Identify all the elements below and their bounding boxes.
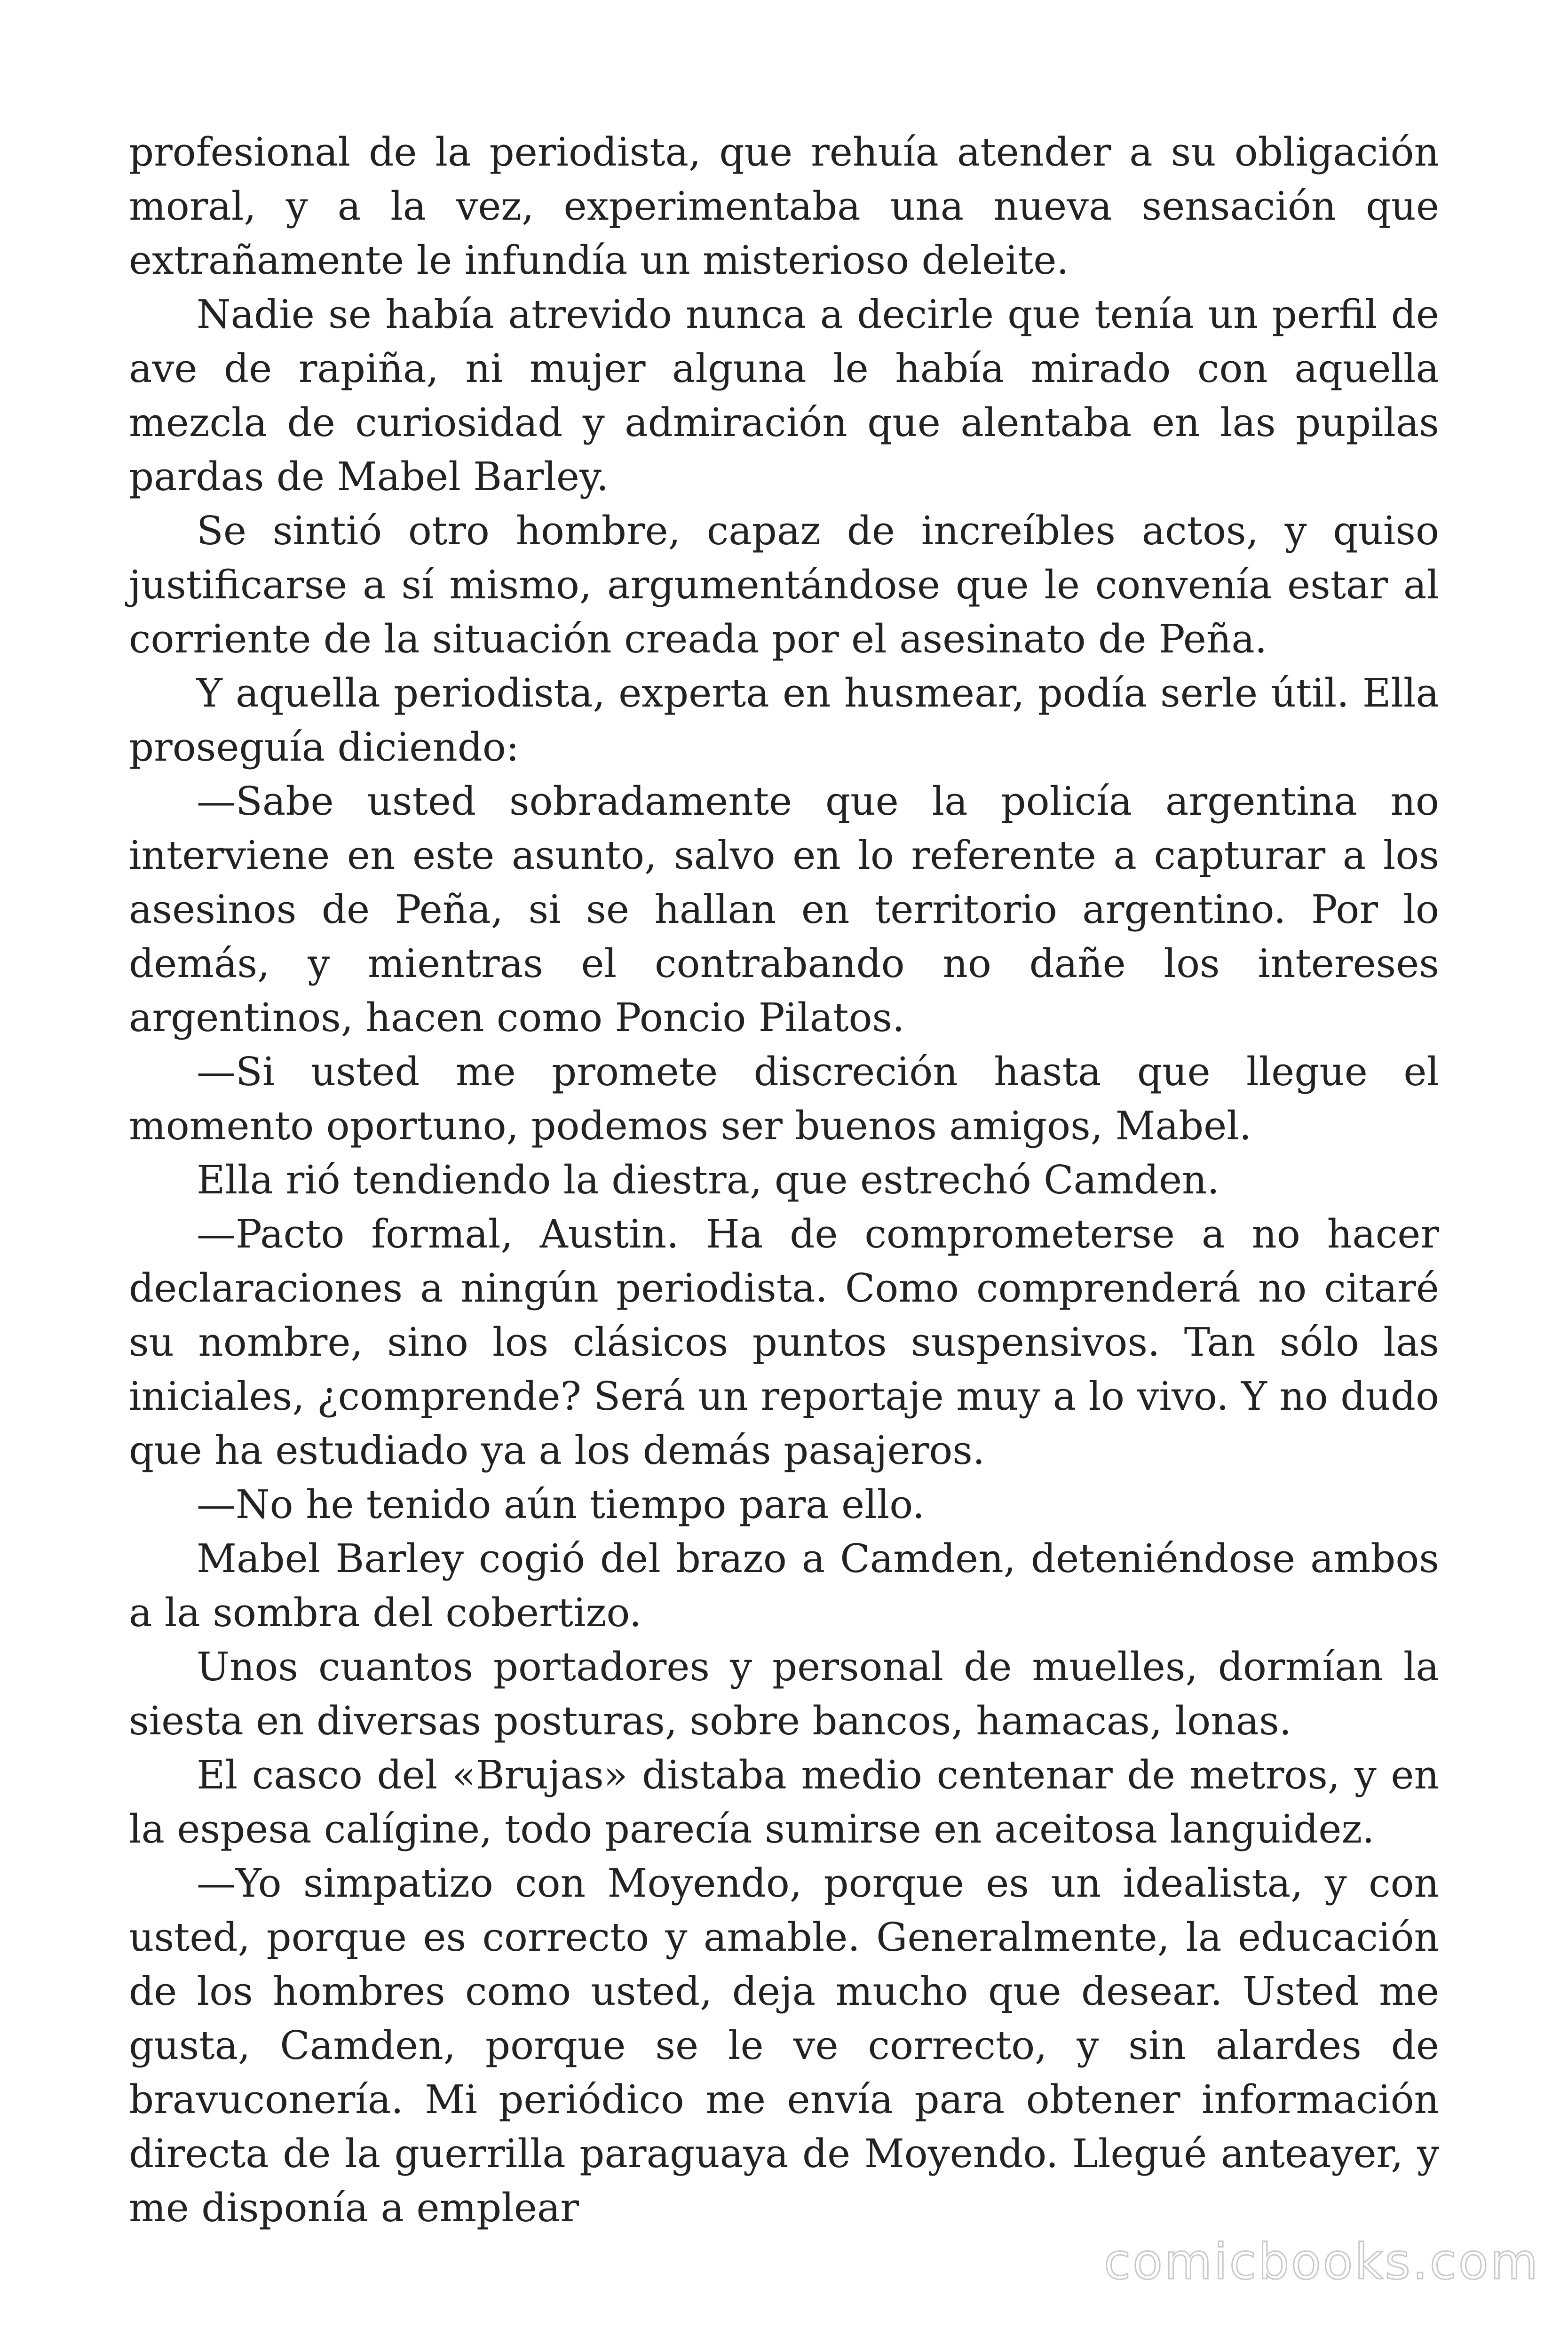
watermark: comicbooks.com [1103,2233,1540,2290]
paragraph: —No he tenido aún tiempo para ello. [197,1482,925,1527]
paragraph: Nadie se había atrevido nunca a decirle que tenía un perfil de ave de rapiña, ni mujer alguna le había mirado con aquella mezcla de curiosidad y admiración que alentaba en las pupilas pardas de Mabel Barley. [129,292,1439,500]
paragraph: Y aquella periodista, experta en husmear, podía serle útil. Ella proseguía diciendo: [129,670,1439,770]
paragraph: Ella rió tendiendo la diestra, que estrechó Camden. [197,1157,1220,1203]
paragraph: Unos cuantos portadores y personal de muelles, dormían la siesta en diversas posturas, sobre bancos, hamacas, lonas. [129,1644,1439,1744]
paragraph: Se sintió otro hombre, capaz de increíbles actos, y quiso justificarse a sí mismo, argumentándose que le convenía estar al corriente de la situación creada por el asesinato de Peña. [129,508,1439,662]
paragraph: —Yo simpatizo con Moyendo, porque es un idealista, y con usted, porque es correcto y amable. Generalmente, la educación de los hombres como usted, deja mucho que desear. Usted me gusta, Camden, porque se le ve correcto, y sin alardes de bravuconería. Mi periódico me envía para obtener información directa de la guerrilla paraguaya de Moyendo. Llegué anteayer, y me disponía a emplear [129,1860,1439,2231]
paragraph: El casco del «Brujas» distaba medio centenar de metros, y en la espesa calígine, todo parecía sumirse en aceitosa languidez. [129,1752,1439,1852]
paragraph: —Pacto formal, Austin. Ha de comprometerse a no hacer declaraciones a ningún periodista. Como comprenderá no citaré su nombre, sino los clásicos puntos suspensivos. Tan sólo las iniciales, ¿comprende? Será un reportaje muy a lo vivo. Y no dudo que ha estudiado ya a los demás pasajeros. [129,1211,1439,1473]
paragraph: —Si usted me promete discreción hasta que llegue el momento oportuno, podemos ser buenos amigos, Mabel. [129,1049,1439,1149]
paragraph: profesional de la periodista, que rehuía atender a su obligación moral, y a la vez, experimentaba una nueva sensación que extrañamente le infundía un misterioso deleite. [129,129,1439,283]
paragraph: Mabel Barley cogió del brazo a Camden, deteniéndose ambos a la sombra del cobertizo. [129,1536,1439,1636]
page-text [129,125,1439,2235]
paragraph: —Sabe usted sobradamente que la policía argentina no interviene en este asunto, salvo en lo referente a capturar a los asesinos de Peña, si se hallan en territorio argentino. Por lo demás, y mientras el contrabando no dañe los intereses argentinos, hacen como Poncio Pilatos. [129,779,1439,1041]
